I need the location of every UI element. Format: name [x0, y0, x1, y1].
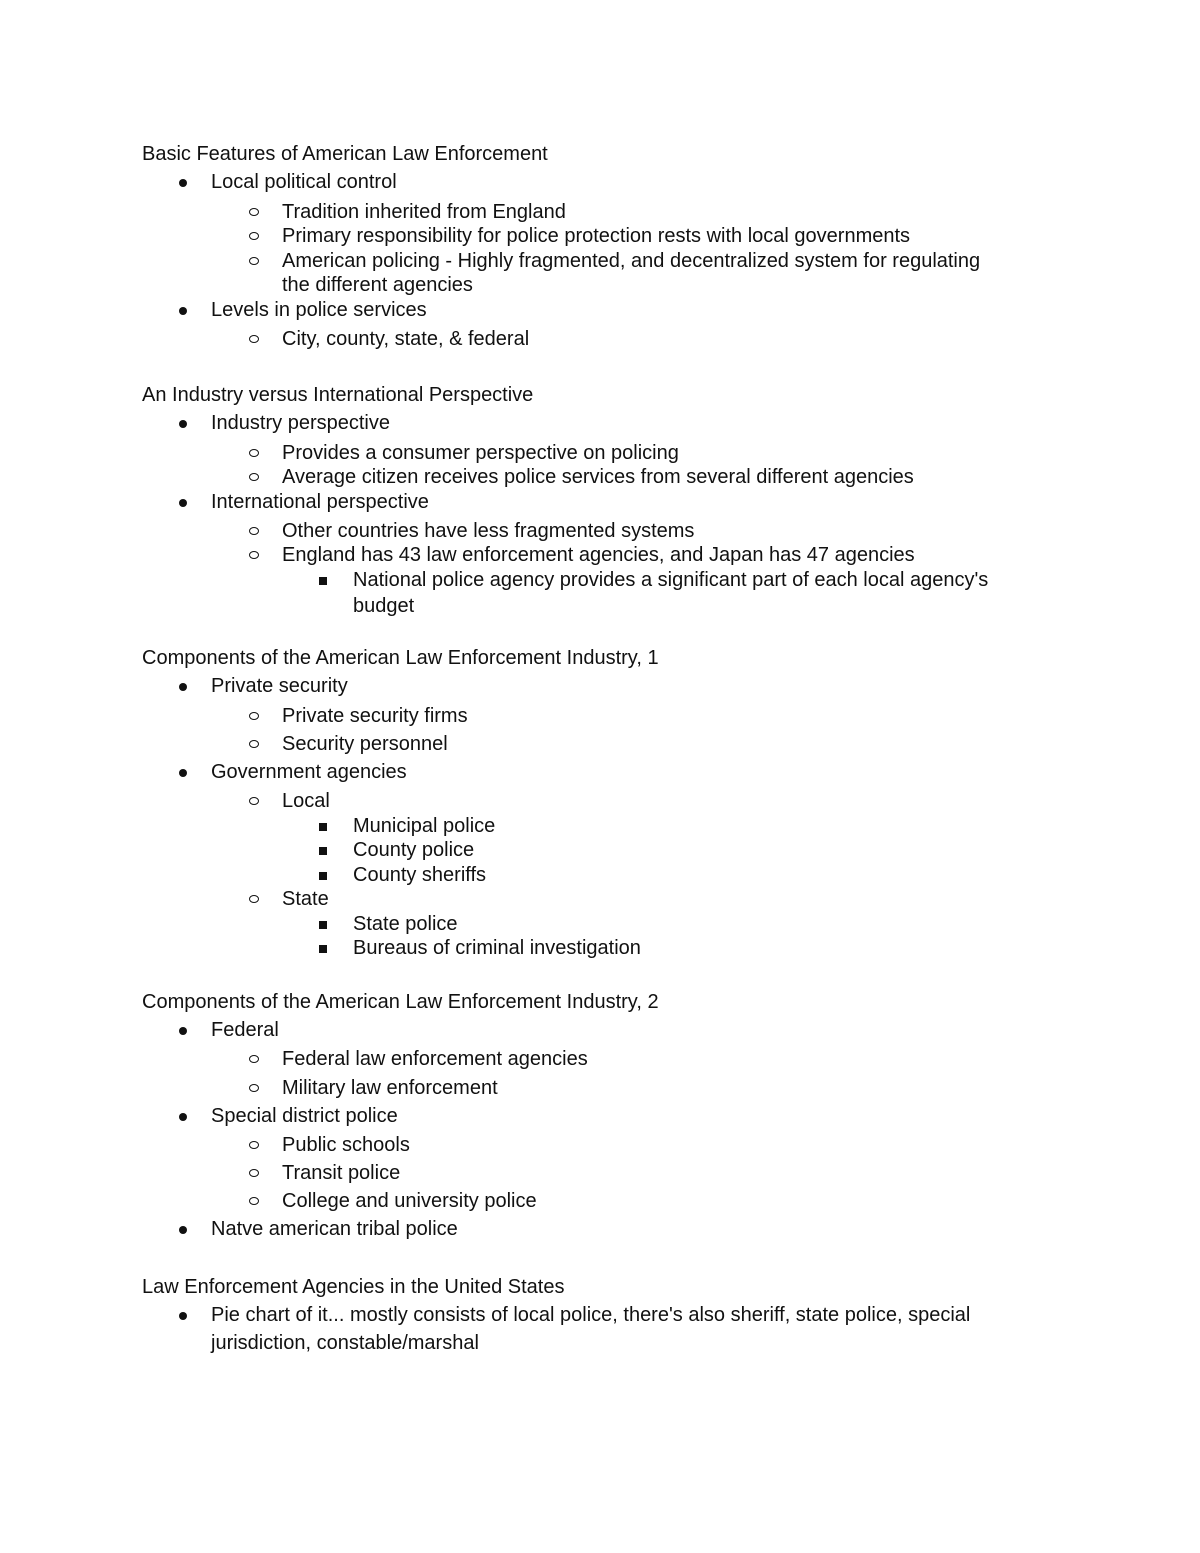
list-item: American policing - Highly fragmented, and decentralized system for regulating	[282, 250, 981, 272]
bullet-circle	[249, 1197, 259, 1205]
list-item: Special district police	[211, 1105, 398, 1127]
list-item: Industry perspective	[211, 412, 390, 434]
list-item: Private security firms	[282, 705, 468, 727]
bullet-square	[319, 872, 327, 880]
bullet-circle	[249, 257, 259, 265]
bullet-dot	[179, 420, 187, 428]
list-item: County sheriffs	[353, 864, 487, 886]
bullet-circle	[249, 1141, 259, 1149]
list-item: Transit police	[282, 1162, 401, 1184]
bullet-circle	[249, 712, 259, 720]
bullet-square	[319, 847, 327, 855]
bullet-circle	[249, 1169, 259, 1177]
list-item: Bureaus of criminal investigation	[353, 937, 641, 959]
bullet-circle	[249, 232, 259, 240]
bullet-dot	[179, 179, 187, 187]
bullet-square	[319, 823, 327, 831]
bullet-circle	[249, 527, 259, 535]
list-item: City, county, state, & federal	[282, 328, 530, 350]
list-item: Military law enforcement	[282, 1077, 498, 1099]
list-item: National police agency provides a significant part of each local agency's	[353, 569, 989, 591]
section-heading: An Industry versus International Perspective	[142, 384, 534, 406]
bullet-square	[319, 945, 327, 953]
bullet-circle	[249, 797, 259, 805]
list-item: Primary responsibility for police protection rests with local governments	[282, 225, 911, 247]
list-item: Security personnel	[282, 733, 448, 755]
bullet-dot	[179, 1312, 187, 1320]
bullet-circle	[249, 740, 259, 748]
bullet-square	[319, 577, 327, 585]
list-item: International perspective	[211, 491, 429, 513]
bullet-circle	[249, 208, 259, 216]
list-item: Local	[282, 790, 330, 812]
list-item: State police	[353, 913, 458, 935]
bullet-dot	[179, 499, 187, 507]
bullet-dot	[179, 307, 187, 315]
bullet-circle	[249, 335, 259, 343]
bullet-circle	[249, 551, 259, 559]
list-item: Government agencies	[211, 761, 407, 783]
list-item-continuation: the different agencies	[282, 274, 473, 296]
list-item: Average citizen receives police services from several different agencies	[282, 466, 914, 488]
list-item: Pie chart of it... mostly consists of local police, there's also sheriff, state police, special	[211, 1304, 971, 1326]
list-item: Tradition inherited from England	[282, 201, 566, 223]
list-item: County police	[353, 839, 475, 861]
bullet-dot	[179, 769, 187, 777]
list-item: Federal	[211, 1019, 279, 1041]
list-item: Municipal police	[353, 815, 496, 837]
list-item: Private security	[211, 675, 348, 697]
bullet-circle	[249, 449, 259, 457]
list-item: Other countries have less fragmented systems	[282, 520, 695, 542]
bullet-square	[319, 921, 327, 929]
bullet-dot	[179, 683, 187, 691]
list-item: Natve american tribal police	[211, 1218, 458, 1240]
bullet-dot	[179, 1226, 187, 1234]
section-heading: Components of the American Law Enforcement Industry, 2	[142, 991, 659, 1013]
bullet-circle	[249, 895, 259, 903]
section-heading: Law Enforcement Agencies in the United States	[142, 1276, 565, 1298]
list-item-continuation: jurisdiction, constable/marshal	[211, 1332, 479, 1354]
list-item: Levels in police services	[211, 299, 427, 321]
bullet-circle	[249, 1055, 259, 1063]
bullet-circle	[249, 473, 259, 481]
list-item: Provides a consumer perspective on policing	[282, 442, 679, 464]
list-item: Public schools	[282, 1134, 410, 1156]
bullet-dot	[179, 1027, 187, 1035]
list-item: State	[282, 888, 329, 910]
list-item: Federal law enforcement agencies	[282, 1048, 588, 1070]
bullet-circle	[249, 1084, 259, 1092]
list-item: College and university police	[282, 1190, 537, 1212]
section-heading: Components of the American Law Enforcement Industry, 1	[142, 647, 659, 669]
list-item: England has 43 law enforcement agencies, and Japan has 47 agencies	[282, 544, 915, 566]
list-item: Local political control	[211, 171, 397, 193]
section-heading: Basic Features of American Law Enforcement	[142, 143, 548, 165]
bullet-dot	[179, 1113, 187, 1121]
list-item-continuation: budget	[353, 595, 415, 617]
